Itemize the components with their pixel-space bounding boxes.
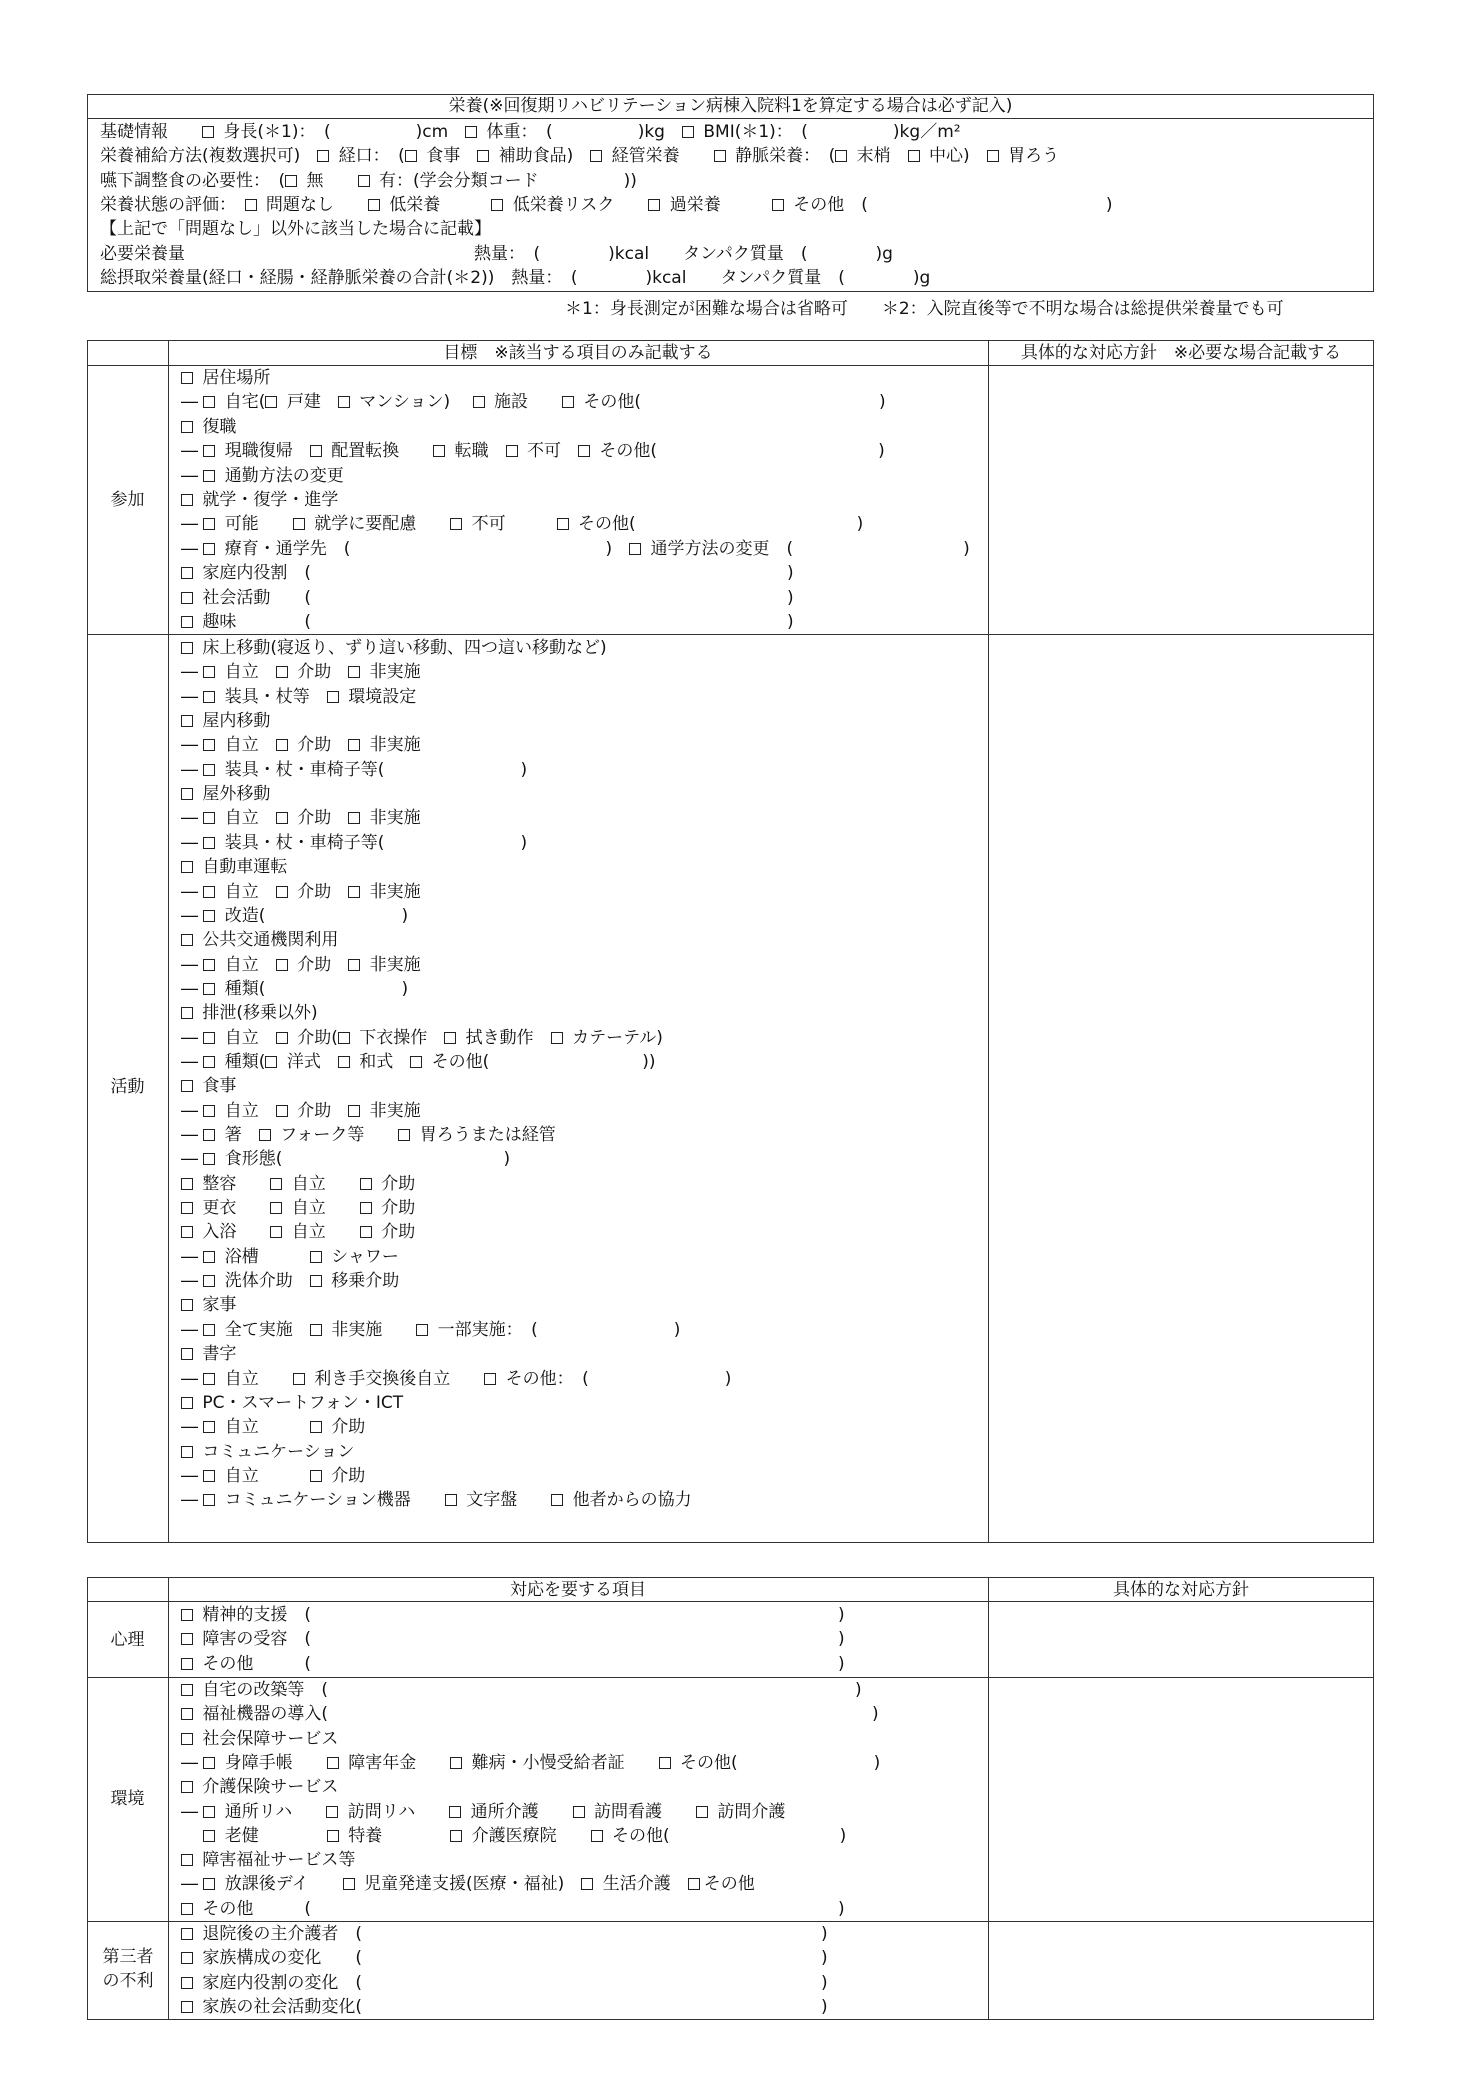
checkbox[interactable] [181, 1446, 193, 1458]
nutrition-row: 栄養状態の評価： 問題なし 低栄養 低栄養リスク 過栄養 その他 ( ) [100, 194, 1113, 215]
checkbox[interactable] [368, 199, 380, 211]
activity-item: 自動車運転 [181, 855, 287, 879]
checkbox[interactable] [348, 666, 360, 678]
activity-label: 活動 [110, 1077, 145, 1097]
checkbox[interactable] [444, 1032, 456, 1044]
checkbox[interactable] [181, 616, 193, 628]
checkbox[interactable] [270, 1226, 282, 1238]
checkbox[interactable] [203, 470, 215, 482]
checkbox[interactable] [181, 592, 193, 604]
activity-item: ― 箸 フォーク等 胃ろうまたは経管 [181, 1125, 556, 1145]
checkbox[interactable] [293, 518, 305, 530]
goals-header-divider [87, 365, 1374, 366]
checkbox[interactable] [276, 666, 288, 678]
nutrition-row: 必要栄養量 熱量： ( )kcal タンパク質量 ( )g [100, 243, 893, 264]
checkbox[interactable] [181, 642, 193, 654]
checkbox[interactable] [327, 1757, 339, 1769]
environment-item: 介護保険サービス [181, 1775, 338, 1799]
checkbox[interactable] [181, 1781, 193, 1793]
checkbox[interactable] [450, 1830, 462, 1842]
checkbox[interactable] [203, 1251, 215, 1263]
checkbox[interactable] [772, 199, 784, 211]
checkbox[interactable] [181, 715, 193, 727]
environment-item: 社会保障サービス [181, 1727, 338, 1751]
checkbox[interactable] [310, 1251, 322, 1263]
participation-item: 就学・復学・進学 [181, 488, 338, 512]
checkbox[interactable] [203, 886, 215, 898]
checkbox[interactable] [181, 421, 193, 433]
checkbox[interactable] [203, 1806, 215, 1818]
checkbox[interactable] [360, 1226, 372, 1238]
participation-item: 居住場所 [181, 366, 270, 390]
checkbox[interactable] [450, 518, 462, 530]
environment-item: ― 放課後デイ 児童発達支援(医療・福祉) 生活介護 その他 [181, 1874, 755, 1895]
activity-item: ― 自立 介助 非実施 [181, 881, 421, 902]
checkbox[interactable] [203, 543, 215, 555]
checkbox[interactable] [348, 959, 360, 971]
checkbox[interactable] [590, 150, 602, 162]
checkbox[interactable] [562, 396, 574, 408]
checkbox[interactable] [203, 445, 215, 457]
checkbox[interactable] [203, 812, 215, 824]
participation-item: ― 現職復帰 配置転換 転職 不可 その他( ) [181, 441, 885, 462]
checkbox[interactable] [203, 910, 215, 922]
checkbox[interactable] [581, 1878, 593, 1890]
checkbox[interactable] [203, 518, 215, 530]
checkbox[interactable] [203, 1129, 215, 1141]
checkbox[interactable] [202, 126, 214, 138]
checkbox[interactable] [181, 1977, 193, 1989]
activity-item: 屋外移動 [181, 782, 270, 806]
activity-item: ― 浴槽 シャワー [181, 1246, 399, 1267]
checkbox[interactable] [245, 199, 257, 211]
checkbox[interactable] [181, 1080, 193, 1092]
participation-item: ― 療育・通学先 ( ) 通学方法の変更 ( ) [181, 538, 970, 559]
checkbox[interactable] [360, 1202, 372, 1214]
checkbox[interactable] [181, 1684, 193, 1696]
checkbox[interactable] [203, 1275, 215, 1287]
nutrition-row: 基礎情報 身長(＊1)： ( )cm 体重： ( )kg BMI(＊1)： ( )kg／m² [100, 122, 961, 142]
checkbox[interactable] [265, 1056, 277, 1068]
third-party-item: 家族構成の変化 ( ) [181, 1946, 828, 1970]
checkbox[interactable] [203, 1056, 215, 1068]
nutrition-header: 栄養(※回復期リハビリテーション病棟入院料1を算定する場合は必ず記入) [448, 96, 1013, 116]
checkbox[interactable] [348, 1105, 360, 1117]
checkbox[interactable] [688, 1878, 700, 1890]
checkbox[interactable] [181, 1903, 193, 1915]
checkbox[interactable] [181, 861, 193, 873]
third-party-item: 家庭内役割の変化 ( ) [181, 1971, 828, 1995]
activity-item: コミュニケーション [181, 1440, 354, 1464]
participation-item: 家庭内役割 ( ) [181, 561, 794, 585]
checkbox[interactable] [203, 1421, 215, 1433]
checkbox[interactable] [343, 1878, 355, 1890]
checkbox[interactable] [181, 567, 193, 579]
nutrition-row: 嚥下調整食の必要性： ( 無 有：(学会分類コード )) [100, 170, 637, 191]
activity-item: ― 食形態( ) [181, 1149, 511, 1170]
checkbox[interactable] [987, 150, 999, 162]
participation-item: ― 可能 就学に要配慮 不可 その他( ) [181, 514, 864, 535]
checkbox[interactable] [181, 934, 193, 946]
activity-item: ― 装具・杖等 環境設定 [181, 686, 417, 707]
psych-item: その他 ( ) [181, 1652, 845, 1676]
checkbox[interactable] [203, 983, 215, 995]
checkbox[interactable] [203, 691, 215, 703]
checkbox[interactable] [648, 199, 660, 211]
checkbox[interactable] [276, 1105, 288, 1117]
environment-item: 老健 特養 介護医療院 その他( ) [181, 1824, 846, 1848]
checkbox[interactable] [714, 150, 726, 162]
checkbox[interactable] [310, 445, 322, 457]
needs-header-policy: 具体的な対応方針 [1113, 1580, 1249, 1600]
activity-item: ― 自立 介助 非実施 [181, 1100, 421, 1121]
checkbox[interactable] [181, 1633, 193, 1645]
participation-item: ― 通勤方法の変更 [181, 465, 344, 486]
checkbox[interactable] [578, 445, 590, 457]
checkbox[interactable] [551, 1494, 563, 1506]
checkbox[interactable] [270, 1178, 282, 1190]
checkbox[interactable] [203, 1105, 215, 1117]
checkbox[interactable] [181, 1658, 193, 1670]
checkbox[interactable] [270, 1202, 282, 1214]
checkbox[interactable] [181, 372, 193, 384]
checkbox[interactable] [310, 1421, 322, 1433]
nutrition-row: 総摂取栄養量(経口・経腸・経静脈栄養の合計(＊2)) 熱量： ( )kcal タンパク質量 ( )g [100, 267, 931, 288]
activity-item: ― 装具・杖・車椅子等( ) [181, 759, 528, 780]
checkbox[interactable] [181, 1226, 193, 1238]
nutrition-row: 【上記で「問題なし」以外に該当した場合に記載】 [100, 219, 491, 240]
checkbox[interactable] [629, 543, 641, 555]
checkbox[interactable] [181, 494, 193, 506]
activity-item: ― 自立 介助 [181, 1465, 366, 1486]
checkbox[interactable] [908, 150, 920, 162]
checkbox[interactable] [181, 1397, 193, 1409]
checkbox[interactable] [203, 959, 215, 971]
checkbox[interactable] [348, 886, 360, 898]
activity-item: ― 装具・杖・車椅子等( ) [181, 832, 528, 853]
checkbox[interactable] [203, 1373, 215, 1385]
checkbox[interactable] [348, 739, 360, 751]
participation-item: 趣味 ( ) [181, 610, 794, 634]
checkbox[interactable] [835, 150, 847, 162]
environment-label: 環境 [110, 1789, 145, 1809]
checkbox[interactable] [405, 150, 417, 162]
checkbox[interactable] [317, 150, 329, 162]
checkbox[interactable] [473, 396, 485, 408]
checkbox[interactable] [491, 199, 503, 211]
goals-label-divider [168, 340, 169, 1543]
checkbox[interactable] [338, 396, 350, 408]
activity-item: ― 自立 介助 非実施 [181, 808, 421, 829]
checkbox[interactable] [203, 1324, 215, 1336]
checkbox[interactable] [506, 445, 518, 457]
third-party-label: 第三者の不利 [102, 1947, 154, 1991]
checkbox[interactable] [327, 1830, 339, 1842]
participation-label: 参加 [110, 490, 145, 510]
activity-item: ― 自立 介助( 下衣操作 拭き動作 カテーテル) [181, 1027, 663, 1048]
activity-item: ― 種類( ) [181, 978, 409, 999]
activity-item: 公共交通機関利用 [181, 928, 338, 952]
checkbox[interactable] [293, 1373, 305, 1385]
checkbox[interactable] [338, 1056, 350, 1068]
checkbox[interactable] [181, 2001, 193, 2013]
checkbox[interactable] [326, 1806, 338, 1818]
checkbox[interactable] [181, 1609, 193, 1621]
activity-item: 入浴 自立 介助 [181, 1220, 415, 1244]
checkbox[interactable] [181, 1952, 193, 1964]
activity-item: 屋内移動 [181, 709, 270, 733]
checkbox[interactable] [181, 1348, 193, 1360]
activity-item: ― 自立 介助 非実施 [181, 662, 421, 683]
goals-participation-divider [87, 634, 1374, 635]
checkbox[interactable] [203, 764, 215, 776]
checkbox[interactable] [450, 1757, 462, 1769]
checkbox[interactable] [358, 175, 370, 187]
activity-item: 排泄(移乗以外) [181, 1001, 318, 1025]
activity-item: 家事 [181, 1293, 236, 1317]
nutrition-footnote: ＊1：身長測定が困難な場合は省略可 ＊2：入院直後等で不明な場合は総提供栄養量でも可 [565, 299, 1284, 319]
checkbox[interactable] [551, 1032, 563, 1044]
checkbox[interactable] [181, 1178, 193, 1190]
activity-item: 更衣 自立 介助 [181, 1196, 415, 1220]
checkbox[interactable] [276, 959, 288, 971]
nutrition-row: 栄養補給方法(複数選択可) 経口： ( 食事 補助食品) 経管栄養 静脈栄養： ( 末梢 中心) 胃ろう [100, 146, 1060, 167]
checkbox[interactable] [276, 886, 288, 898]
checkbox[interactable] [410, 1056, 422, 1068]
checkbox[interactable] [181, 1007, 193, 1019]
activity-item: PC・スマートフォン・ICT [181, 1391, 403, 1415]
needs-header-items: 対応を要する項目 [510, 1580, 646, 1600]
checkbox[interactable] [181, 1928, 193, 1940]
checkbox[interactable] [259, 1129, 271, 1141]
needs-label-divider [168, 1577, 169, 2020]
checkbox[interactable] [203, 666, 215, 678]
checkbox[interactable] [573, 1806, 585, 1818]
activity-item: ― 全て実施 非実施 一部実施： ( ) [181, 1319, 681, 1340]
checkbox[interactable] [203, 1757, 215, 1769]
checkbox[interactable] [696, 1806, 708, 1818]
checkbox[interactable] [445, 1494, 457, 1506]
checkbox[interactable] [360, 1178, 372, 1190]
checkbox[interactable] [203, 396, 215, 408]
psych-label: 心理 [110, 1630, 145, 1650]
activity-item: ― 自立 介助 [181, 1417, 366, 1438]
activity-item: 床上移動(寝返り、ずり這い移動、四つ這い移動など) [181, 636, 607, 660]
environment-item: ― 身障手帳 障害年金 難病・小慢受給者証 その他( ) [181, 1752, 881, 1773]
checkbox[interactable] [203, 1470, 215, 1482]
checkbox[interactable] [398, 1129, 410, 1141]
checkbox[interactable] [285, 175, 297, 187]
environment-item: その他 ( ) [181, 1897, 845, 1921]
nutrition-header-divider [87, 118, 1374, 119]
checkbox[interactable] [181, 1202, 193, 1214]
checkbox[interactable] [416, 1324, 428, 1336]
checkbox[interactable] [659, 1757, 671, 1769]
checkbox[interactable] [181, 1854, 193, 1866]
checkbox[interactable] [203, 1830, 215, 1842]
activity-item: ― 自立 介助 非実施 [181, 735, 421, 756]
goals-header-items: 目標 ※該当する項目のみ記載する [443, 343, 713, 363]
activity-item: ― 種類( 洋式 和式 その他( )) [181, 1051, 656, 1072]
checkbox[interactable] [433, 445, 445, 457]
checkbox[interactable] [348, 812, 360, 824]
psych-item: 障害の受容 ( ) [181, 1627, 845, 1651]
checkbox[interactable] [682, 126, 694, 138]
checkbox[interactable] [203, 1878, 215, 1890]
needs-policy-divider [988, 1577, 989, 2020]
activity-item: ― コミュニケーション機器 文字盤 他者からの協力 [181, 1490, 692, 1511]
checkbox[interactable] [465, 126, 477, 138]
environment-item: ― 通所リハ 訪問リハ 通所介護 訪問看護 訪問介護 [181, 1801, 786, 1822]
activity-item: 整容 自立 介助 [181, 1172, 415, 1196]
checkbox[interactable] [276, 1032, 288, 1044]
checkbox[interactable] [181, 1708, 193, 1720]
checkbox[interactable] [591, 1830, 603, 1842]
checkbox[interactable] [203, 1153, 215, 1165]
activity-item: ― 洗体介助 移乗介助 [181, 1271, 400, 1292]
activity-item: ― 自立 利き手交換後自立 その他： ( ) [181, 1368, 732, 1389]
checkbox[interactable] [181, 788, 193, 800]
checkbox[interactable] [449, 1806, 461, 1818]
checkbox[interactable] [338, 1032, 350, 1044]
participation-item: ― 自宅( 戸建 マンション) 施設 その他( ) [181, 392, 886, 413]
goals-policy-divider [988, 340, 989, 1543]
participation-item: 社会活動 ( ) [181, 586, 794, 610]
checkbox[interactable] [276, 812, 288, 824]
psych-item: 精神的支援 ( ) [181, 1603, 845, 1627]
goals-header-policy: 具体的な対応方針 ※必要な場合記載する [1020, 343, 1342, 363]
checkbox[interactable] [203, 739, 215, 751]
checkbox[interactable] [203, 837, 215, 849]
participation-item: 復職 [181, 415, 236, 439]
activity-item: 書字 [181, 1342, 236, 1366]
activity-item: 食事 [181, 1074, 236, 1098]
activity-item: ― 改造( ) [181, 905, 409, 926]
checkbox[interactable] [484, 1373, 496, 1385]
checkbox[interactable] [265, 396, 277, 408]
environment-item: 福祉機器の導入( ) [181, 1702, 879, 1726]
checkbox[interactable] [203, 1494, 215, 1506]
third-party-item: 家族の社会活動変化( ) [181, 1995, 828, 2019]
checkbox[interactable] [557, 518, 569, 530]
checkbox[interactable] [181, 1299, 193, 1311]
checkbox[interactable] [310, 1324, 322, 1336]
checkbox[interactable] [276, 739, 288, 751]
checkbox[interactable] [310, 1470, 322, 1482]
activity-item: ― 自立 介助 非実施 [181, 954, 421, 975]
checkbox[interactable] [477, 150, 489, 162]
checkbox[interactable] [181, 1733, 193, 1745]
third-party-item: 退院後の主介護者 ( ) [181, 1922, 828, 1946]
checkbox[interactable] [203, 1032, 215, 1044]
checkbox[interactable] [327, 691, 339, 703]
environment-item: 障害福祉サービス等 [181, 1848, 355, 1872]
environment-item: 自宅の改築等 ( ) [181, 1678, 862, 1702]
checkbox[interactable] [310, 1275, 322, 1287]
